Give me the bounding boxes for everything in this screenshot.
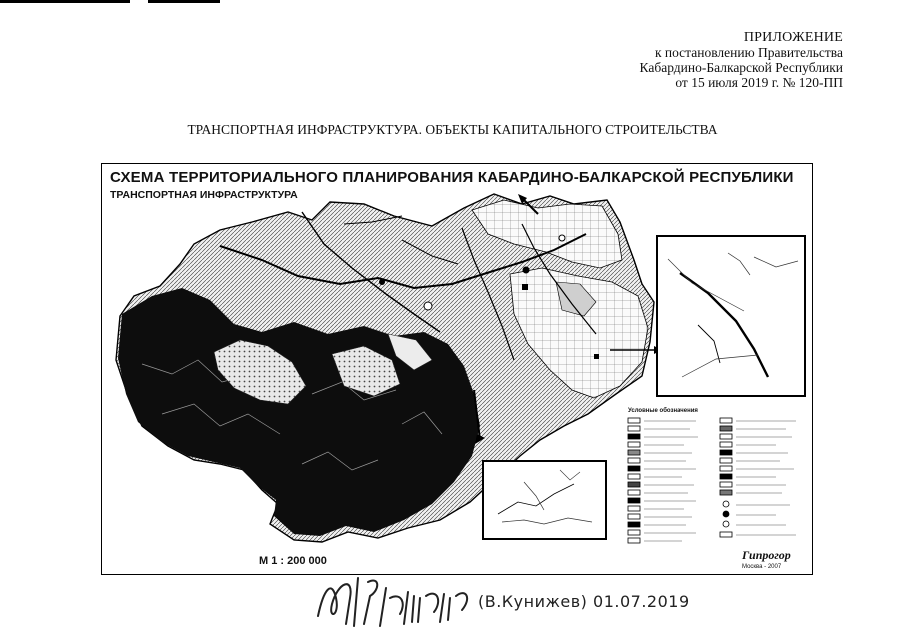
inset-map-east-drawing <box>658 237 804 395</box>
inset-map-east <box>656 235 806 397</box>
document-title: ТРАНСПОРТНАЯ ИНФРАСТРУКТУРА. ОБЪЕКТЫ КАПИТАЛЬНОГО СТРОИТЕЛЬСТВА <box>187 122 718 137</box>
map-frame <box>101 163 813 575</box>
handwritten-signature <box>310 568 480 630</box>
map-title: СХЕМА ТЕРРИТОРИАЛЬНОГО ПЛАНИРОВАНИЯ КАБАРДИНО-БАЛКАРСКОЙ РЕСПУБЛИКИ <box>110 169 794 186</box>
appendix-line-2: Кабардино-Балкарской Республики <box>639 60 843 75</box>
appendix-block <box>640 30 843 90</box>
map-legend <box>626 408 813 563</box>
inset-map-south <box>482 460 607 540</box>
scan-artifact-top-left <box>0 0 130 3</box>
appendix-title: ПРИЛОЖЕНИЕ <box>743 30 843 45</box>
maker-place: Москва - 2007 <box>742 564 782 570</box>
scan-artifact-top-mid <box>148 0 220 3</box>
signature-caption <box>478 592 690 611</box>
signature-date: 01.07.2019 <box>593 592 690 611</box>
signature-name: (В.Кунижев) <box>478 592 588 611</box>
appendix-line-3: от 15 июля 2019 г. № 120-ПП <box>675 75 843 90</box>
inset-map-south-drawing <box>484 462 605 538</box>
map-scale: М 1 : 200 000 <box>259 555 327 567</box>
map-subtitle: ТРАНСПОРТНАЯ ИНФРАСТРУКТУРА <box>110 189 298 201</box>
legend-heading: Условные обозначения <box>628 408 698 414</box>
maker-logo: Гипрогор <box>742 548 791 562</box>
legend-symbols <box>626 416 813 566</box>
appendix-line-1: к постановлению Правительства <box>654 45 843 60</box>
